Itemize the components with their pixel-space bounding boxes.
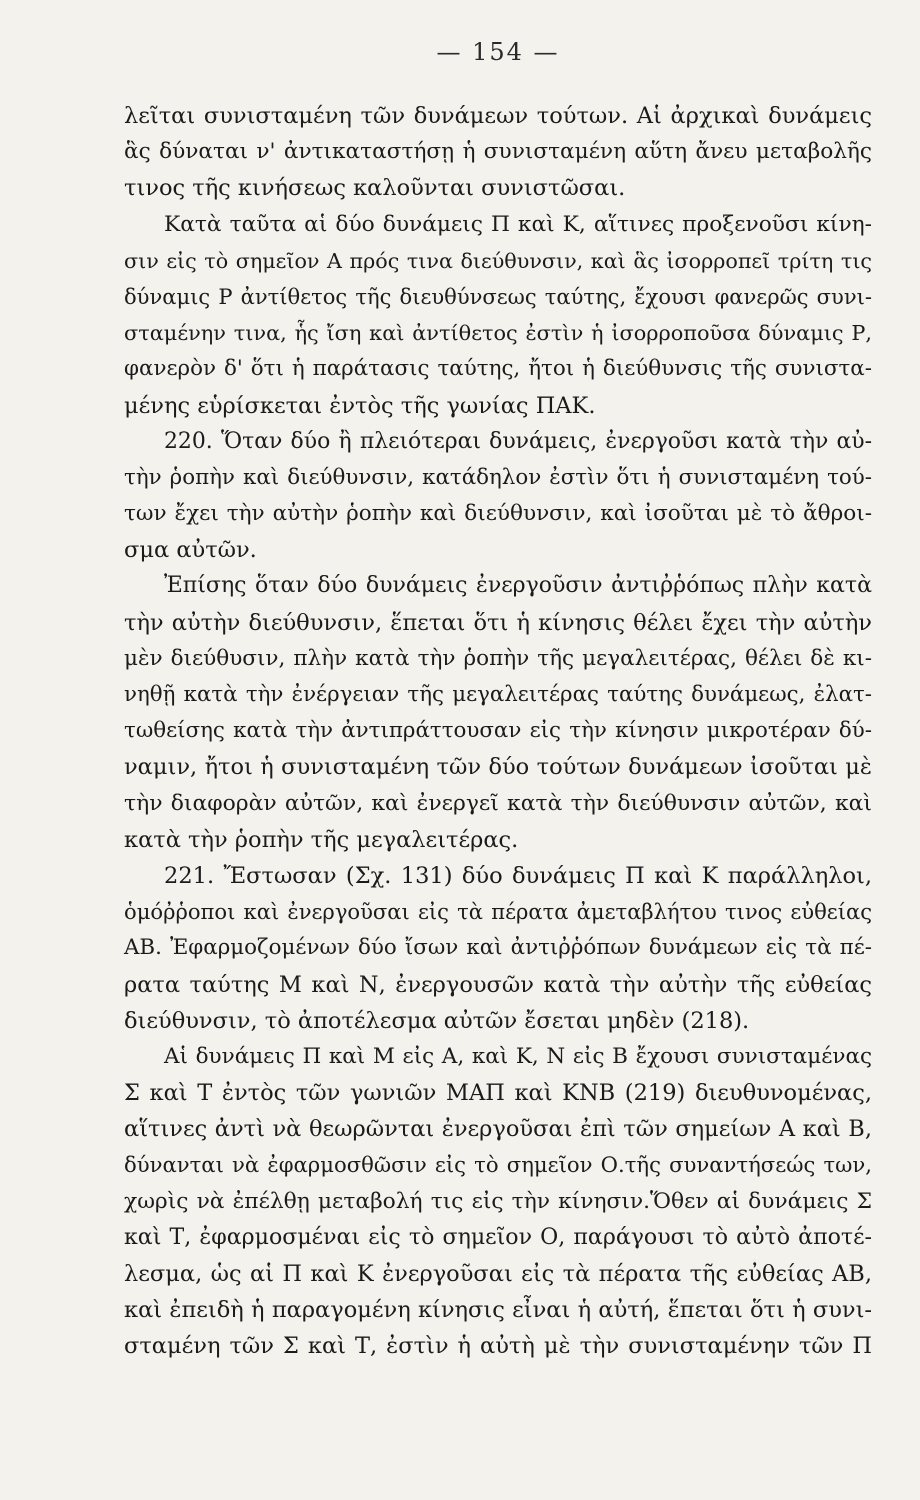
text-line: σταμένην τινα, ἧς ἴση καὶ ἀντίθετος ἐστὶν ἡ ἰσορροποῦσα δύναμις Ρ,	[124, 321, 872, 346]
text-line: Αἱ δυνάμεις Π καὶ Μ εἰς Α, καὶ Κ, Ν εἰς Β ἔχουσι συνισταμένας	[164, 1043, 872, 1069]
text-line: αἵτινες ἀντὶ νὰ θεωρῶνται ἐνεργοῦσαι ἐπὶ τῶν σημείων Α καὶ Β,	[124, 1116, 872, 1143]
text-line: καὶ Τ, ἐφαρμοσμέναι εἰς τὸ σημεῖον Ο, παράγουσι τὸ αὐτὸ ἀποτέ-	[124, 1224, 872, 1250]
text-line: μένης εὑρίσκεται ἐντὸς τῆς γωνίας ΠΑΚ.	[124, 392, 596, 419]
text-line: 221. Ἔστωσαν (Σχ. 131) δύο δυνάμεις Π καὶ Κ παράλληλοι,	[164, 862, 872, 889]
text-line: Ἐπίσης ὅταν δύο δυνάμεις ἐνεργοῦσιν ἀντιῤῥόπως πλὴν κατὰ	[164, 573, 872, 599]
text-line: Κατὰ ταῦτα αἱ δύο δυνάμεις Π καὶ Κ, αἵτινες προξενοῦσι κίνη-	[164, 211, 872, 237]
text-line: κατὰ τὴν ῥοπὴν τῆς μεγαλειτέρας.	[124, 826, 519, 853]
text-line: των ἔχει τὴν αὐτὴν ῥοπὴν καὶ διεύθυνσιν, καὶ ἰσοῦται μὲ τὸ ἄθροι-	[124, 501, 872, 527]
text-line: Σ καὶ Τ ἐντὸς τῶν γωνιῶν ΜΑΠ καὶ ΚΝΒ (219) διευθυνομένας,	[124, 1080, 872, 1107]
text-line: ναμιν, ἤτοι ἡ συνισταμένη τῶν δύο τούτων δυνάμεων ἰσοῦται μὲ	[124, 754, 872, 781]
text-line: μὲν διεύθυσιν, πλὴν κατὰ τὴν ῥοπὴν τῆς μεγαλειτέρας, θέλει δὲ κι-	[124, 645, 872, 671]
text-line: σμα αὐτῶν.	[124, 537, 257, 564]
text-line: σταμένη τῶν Σ καὶ Τ, ἐστὶν ἡ αὐτὴ μὲ τὴν συνισταμένην τῶν Π	[124, 1333, 872, 1360]
page-number: — 154 —	[436, 38, 560, 66]
text-line: τὴν διαφορὰν αὐτῶν, καὶ ἐνεργεῖ κατὰ τὴν διεύθυνσιν αὐτῶν, καὶ	[124, 790, 872, 816]
text-line: λεῖται συνισταμένη τῶν δυνάμεων τούτων. Αἱ ἀρχικαὶ δυνάμεις	[124, 103, 872, 129]
text-line: δύναμις Ρ ἀντίθετος τῆς διευθύνσεως ταύτης, ἔχουσι φανερῶς συνι-	[124, 283, 872, 309]
text-line: σιν εἰς τὸ σημεῖον Α πρός τινα διεύθυνσιν, καὶ ἃς ἰσορροπεῖ τρίτη τις	[124, 248, 872, 273]
text-line: τὴν αὐτὴν διεύθυνσιν, ἕπεται ὅτι ἡ κίνησις θέλει ἔχει τὴν αὐτὴν	[124, 609, 872, 636]
text-line: τωθείσης κατὰ τὴν ἀντιπράττουσαν εἰς τὴν κίνησιν μικροτέραν δύ-	[124, 718, 872, 744]
text-line: διεύθυνσιν, τὸ ἀποτέλεσμα αὐτῶν ἔσεται μηδὲν (218).	[124, 1007, 750, 1034]
text-line: καὶ ἐπειδὴ ἡ παραγομένη κίνησις εἶναι ἡ αὐτή, ἕπεται ὅτι ἡ συνι-	[124, 1297, 872, 1324]
text-line: φανερὸν δ' ὅτι ἡ παράτασις ταύτης, ἤτοι ἡ διεύθυνσις τῆς συνιστα-	[124, 356, 872, 382]
text-line: ἃς δύναται ν' ἀντικαταστήσῃ ἡ συνισταμένη αὕτη ἄνευ μεταβολῆς	[124, 139, 872, 165]
text-line: χωρὶς νὰ ἐπέλθῃ μεταβολή τις εἰς τὴν κίνησιν.Ὅθεν αἱ δυνάμεις Σ	[124, 1188, 872, 1214]
text-line: τὴν ῥοπὴν καὶ διεύθυνσιν, κατάδηλον ἐστὶν ὅτι ἡ συνισταμένη τού-	[124, 464, 872, 490]
text-line: δύνανται νὰ ἐφαρμοσθῶσιν εἰς τὸ σημεῖον Ο.τῆς συναντήσεώς των,	[124, 1152, 872, 1178]
text-line: ΑΒ. Ἐφαρμοζομένων δύο ἴσων καὶ ἀντιῤῥόπων δυνάμεων εἰς τὰ πέ-	[124, 935, 872, 961]
text-line: ρατα ταύτης Μ καὶ Ν, ἐνεργουσῶν κατὰ τὴν αὐτὴν τῆς εὐθείας	[124, 971, 872, 998]
text-line: νηθῇ κατὰ τὴν ἐνέργειαν τῆς μεγαλειτέρας ταύτης δυνάμεως, ἐλατ-	[124, 682, 872, 707]
text-line: 220. Ὅταν δύο ἢ πλειότεραι δυνάμεις, ἐνεργοῦσι κατὰ τὴν αὐ-	[164, 428, 872, 454]
text-line: τινος τῆς κινήσεως καλοῦνται συνιστῶσαι.	[124, 175, 626, 202]
text-line: ὁμόῤῥοποι καὶ ἐνεργοῦσαι εἰς τὰ πέρατα ἀμεταβλήτου τινος εὐθείας	[124, 899, 872, 925]
text-line: λεσμα, ὡς αἱ Π καὶ Κ ἐνεργοῦσαι εἰς τὰ πέρατα τῆς εὐθείας ΑΒ,	[124, 1261, 872, 1287]
body-text	[124, 98, 872, 1365]
